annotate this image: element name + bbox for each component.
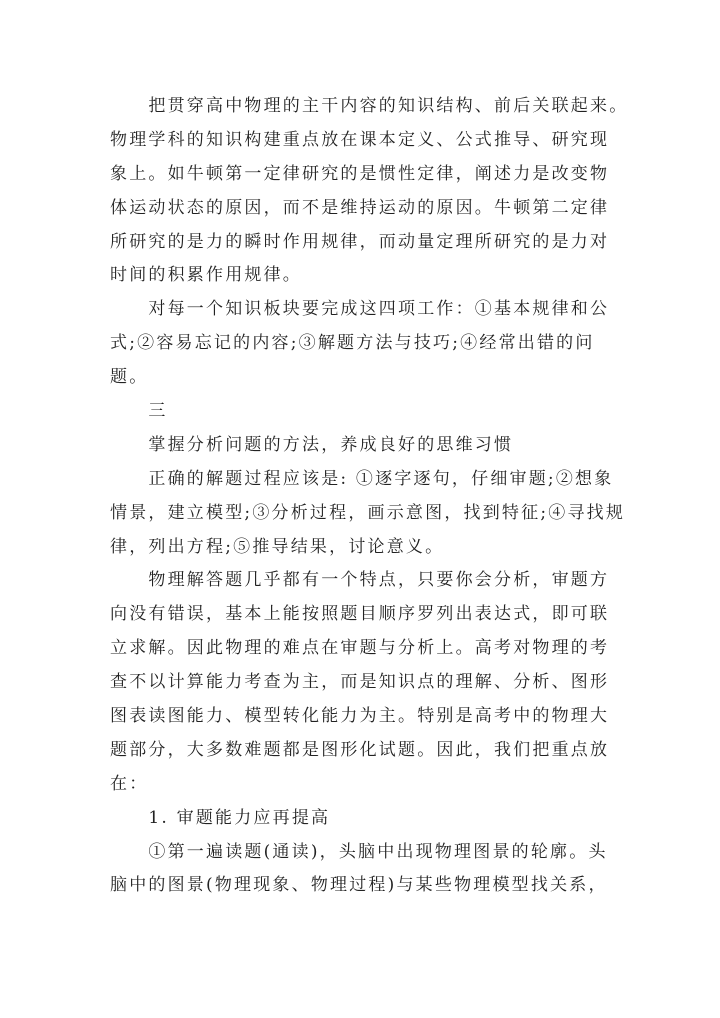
- subsection-heading-text: 1. 审题能力应再提高: [148, 807, 331, 828]
- paragraph-line: 题部分，大多数难题都是图形化试题。因此，我们把重点放: [110, 739, 610, 760]
- section-heading-text: 掌握分析问题的方法，养成良好的思维习惯: [148, 434, 514, 455]
- paragraph-line: 图表读图能力、模型转化能力为主。特别是高考中的物理大: [110, 706, 610, 727]
- paragraph-line: 情景，建立模型;③分析过程，画示意图，找到特征;④寻找规: [110, 502, 626, 523]
- section-number-text: 三: [148, 401, 168, 422]
- paragraph-line: 在：: [110, 773, 149, 794]
- paragraph-four-tasks: [110, 293, 670, 395]
- paragraph-knowledge-structure: [110, 90, 670, 293]
- document-page: [110, 90, 670, 903]
- paragraph-line: 物理解答题几乎都有一个特点，只要你会分析，审题方: [148, 570, 610, 591]
- paragraph-line: 体运动状态的原因，而不是维持运动的原因。牛顿第二定律: [110, 197, 610, 218]
- paragraph-line: 把贯穿高中物理的主干内容的知识结构、前后关联起来。: [148, 96, 629, 116]
- paragraph-line: 脑中的图景(物理现象、物理过程)与某些物理模型找关系，: [110, 875, 608, 896]
- paragraph-line: 查不以计算能力考查为主，而是知识点的理解、分析、图形: [110, 672, 610, 693]
- section-heading: [110, 429, 670, 463]
- paragraph-line: 题。: [110, 367, 149, 388]
- paragraph-answer-questions: [110, 564, 670, 801]
- paragraph-line: ①第一遍读题(通读)，头脑中出现物理图景的轮廓。头: [148, 841, 608, 862]
- paragraph-line: 对每一个知识板块要完成这四项工作：①基本规律和公: [148, 299, 610, 320]
- paragraph-line: 式;②容易忘记的内容;③解题方法与技巧;④经常出错的问: [110, 333, 595, 354]
- paragraph-line: 立求解。因此物理的难点在审题与分析上。高考对物理的考: [110, 638, 610, 659]
- paragraph-line: 向没有错误，基本上能按照题目顺序罗列出表达式，即可联: [110, 604, 610, 625]
- paragraph-line: 正确的解题过程应该是: ①逐字逐句，仔细审题;②想象: [148, 468, 614, 489]
- paragraph-solving-process: [110, 463, 670, 565]
- paragraph-line: 时间的积累作用规律。: [110, 265, 302, 286]
- paragraph-line: 象上。如牛顿第一定律研究的是惯性定律，阐述力是改变物: [110, 163, 610, 184]
- paragraph-first-reading: [110, 836, 670, 904]
- paragraph-line: 物理学科的知识构建重点放在课本定义、公式推导、研究现: [110, 129, 610, 150]
- paragraph-line: 律，列出方程;⑤推导结果，讨论意义。: [110, 536, 445, 557]
- subsection-heading: [110, 802, 670, 836]
- section-number: [110, 395, 670, 429]
- paragraph-line: 所研究的是力的瞬时作用规律，而动量定理所研究的是力对: [110, 231, 610, 252]
